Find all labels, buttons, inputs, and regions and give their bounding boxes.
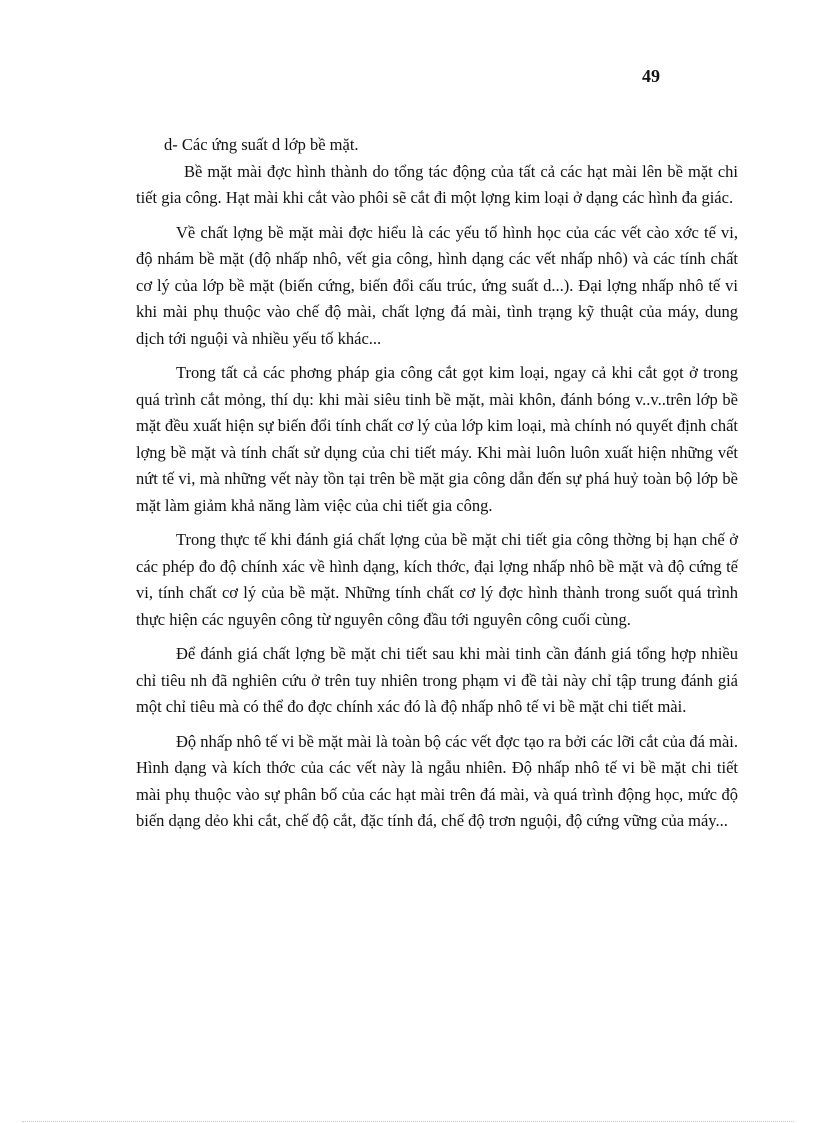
paragraph-4: Trong thực tế khi đánh giá chất lợng của bề mặt chi tiết gia công thờng bị hạn chế ở các phép đo độ chính xác về hình dạng, kích thớc, đại lợng nhấp nhô bề mặt và độ cứng tế vi, tính chất cơ lý của bề mặt. Những tính chất cơ lý đợc hình thành trong suốt quá trình thực hiện các nguyên công từ nguyên công đầu tới nguyên công cuối cùng. [136, 530, 738, 629]
paragraph-5: Để đánh giá chất lợng bề mặt chi tiết sau khi mài tinh cần đánh giá tổng hợp nhiều chỉ tiêu nh đã nghiên cứu ở trên tuy nhiên trong phạm vi đề tài này chỉ tập trung đánh giá một chỉ tiêu mà có thể đo đợc chính xác đó là độ nhấp nhô tế vi bề mặt chi tiết mài. [136, 644, 738, 716]
body-text [136, 132, 738, 843]
paragraph-6: Độ nhấp nhô tế vi bề mặt mài là toàn bộ các vết đợc tạo ra bởi các lỡi cắt của đá mài. Hình dạng và kích thớc của các vết này là ngẫu nhiên. Độ nhấp nhô tế vi bề mặt chi tiết mài phụ thuộc vào sự phân bố của các hạt mài trên đá mài, và quá trình động học, mức độ biến dạng dẻo khi cắt, chế độ cắt, đặc tính đá, chế độ trơn nguội, độ cứng vững của máy... [136, 731, 738, 830]
paragraph-2: Về chất lợng bề mặt mài đợc hiểu là các yếu tố hình học của các vết cào xớc tế vi, độ nhám bề mặt (độ nhấp nhô, vết gia công, hình dạng các vết nhấp nhô) và các tính chất cơ lý của lớp bề mặt (biến cứng, biến đổi cấu trúc, ứng suất d...). Đại lợng nhấp nhô tế vi khi mài phụ thuộc vào chế độ mài, chất lợng đá mài, tình trạng kỹ thuật của máy, dung dịch tới nguội và nhiều yếu tố khác... [136, 222, 738, 348]
footer-divider [22, 1121, 794, 1122]
paragraph-1: Bề mặt mài đợc hình thành do tổng tác động của tất cả các hạt mài lên bề mặt chi tiết gia công. Hạt mài khi cắt vào phôi sẽ cắt đi một lợng kim loại ở dạng các hình đa giác. [136, 161, 738, 207]
paragraph-3: Trong tất cả các phơng pháp gia công cắt gọt kim loại, ngay cả khi cắt gọt ở trong quá trình cắt mỏng, thí dụ: khi mài siêu tinh bề mặt, mài khôn, đánh bóng v..v..trên lớp bề mặt đều xuất hiện sự biến đổi tính chất cơ lý của lớp kim loại, mà chính nó quyết định chất lợng bề mặt và tính chất sử dụng của chi tiết máy. Khi mài luôn luôn xuất hiện những vết nứt tế vi, mà những vết này tồn tại trên bề mặt gia công dẫn đến sự phá huỷ toàn bộ lớp bề mặt làm giảm khả năng làm việc của chi tiết gia công. [136, 363, 738, 515]
page-number: 49 [642, 66, 660, 86]
section-heading: d- Các ứng suất d lớp bề mặt. [164, 135, 359, 154]
